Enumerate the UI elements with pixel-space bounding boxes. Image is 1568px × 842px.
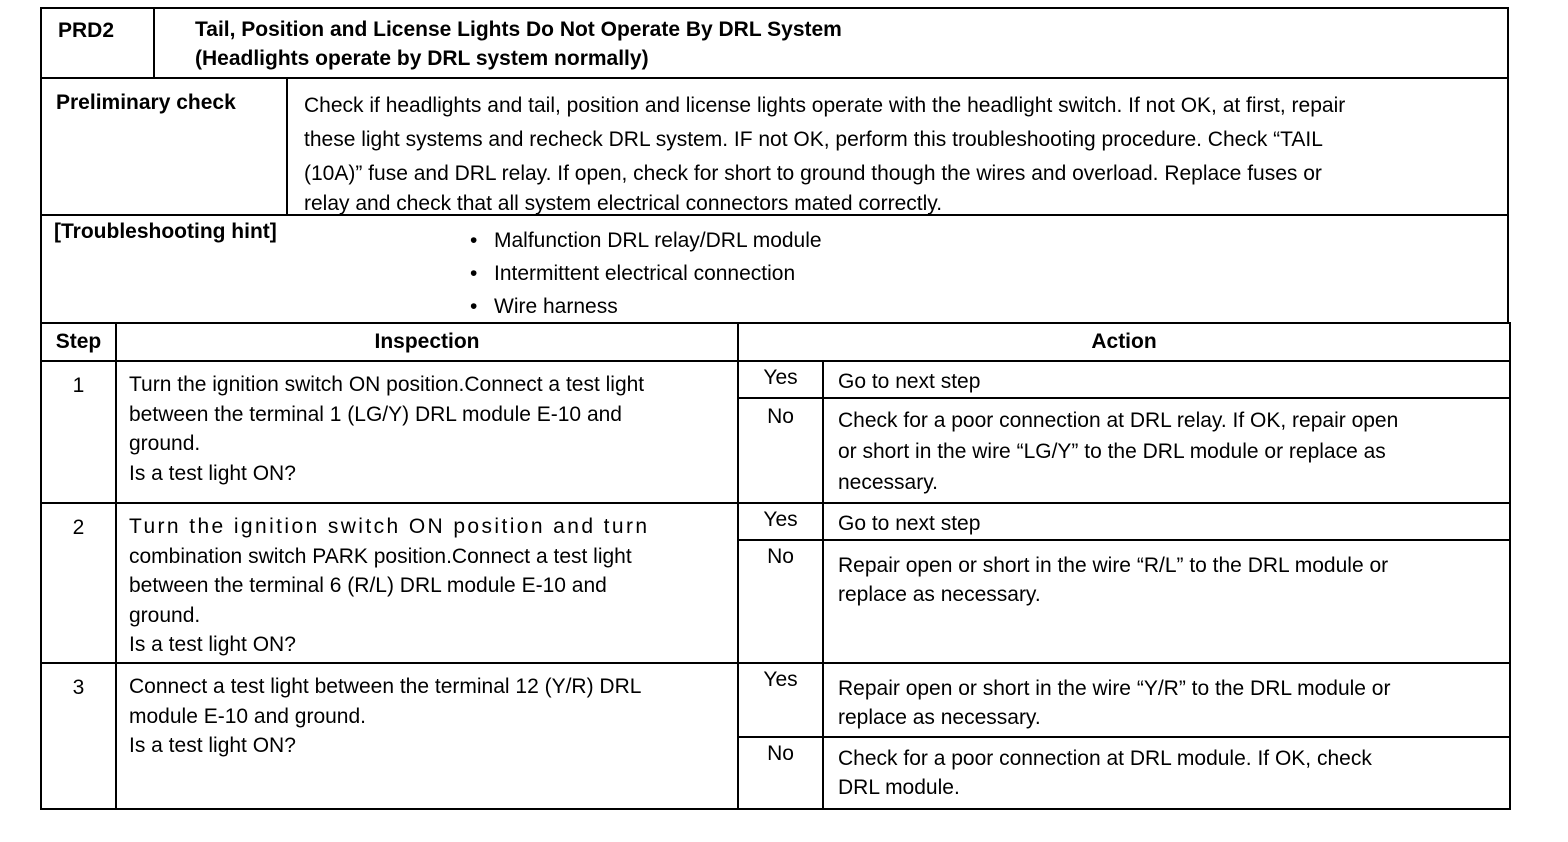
yes-label: Yes <box>738 503 823 540</box>
yes-label: Yes <box>738 663 823 737</box>
bullet-icon: • <box>470 229 478 252</box>
yes-action: Go to next step <box>823 361 1510 398</box>
preliminary-line: Check if headlights and tail, position and license lights operate with the headlight switch. If not OK, at first, repair <box>304 94 1346 117</box>
no-action <box>823 398 1510 503</box>
inspection-line: Turn the ignition switch ON position.Connect a test light <box>129 373 645 396</box>
hint-list <box>470 224 822 323</box>
step-number: 1 <box>41 361 116 503</box>
inspection-cell <box>116 663 738 809</box>
bullet-icon: • <box>470 295 478 318</box>
table-header-row <box>41 323 1510 361</box>
table-row <box>41 503 1510 540</box>
action-line: Check for a poor connection at DRL relay. If OK, repair open <box>838 409 1399 432</box>
preliminary-line: (10A)” fuse and DRL relay. If open, check for short to ground though the wires and overload. Replace fuses or <box>304 162 1322 185</box>
inspection-line: Turn the ignition switch ON position and turn <box>129 515 650 538</box>
title-line-2: (Headlights operate by DRL system normally) <box>195 47 649 70</box>
step-header: Step <box>41 323 116 361</box>
inspection-line: module E-10 and ground. <box>129 704 366 728</box>
action-line: necessary. <box>838 471 938 494</box>
hint-item <box>470 257 822 290</box>
action-line: replace as necessary. <box>838 583 1041 606</box>
action-line: Repair open or short in the wire “R/L” to the DRL module or <box>838 554 1389 577</box>
no-label: No <box>738 737 823 809</box>
no-label: No <box>738 398 823 503</box>
preliminary-line: these light systems and recheck DRL system. IF not OK, perform this troubleshooting procedure. Check “TAIL <box>304 128 1323 151</box>
action-line: Repair open or short in the wire “Y/R” to the DRL module or <box>838 677 1391 700</box>
hint-item <box>470 224 822 257</box>
hint-item-text: Intermittent electrical connection <box>494 262 796 285</box>
preliminary-line: relay and check that all system electrical connectors mated correctly. <box>304 192 943 215</box>
inspection-line: Is a test light ON? <box>129 461 296 485</box>
no-action <box>823 737 1510 809</box>
table-row <box>41 361 1510 398</box>
hint-item-text: Malfunction DRL relay/DRL module <box>494 229 822 252</box>
yes-action <box>823 663 1510 737</box>
steps-table <box>40 322 1511 810</box>
inspection-line: Is a test light ON? <box>129 633 296 656</box>
step-number: 2 <box>41 503 116 663</box>
inspection-cell <box>116 361 738 503</box>
procedure-title <box>155 9 842 77</box>
hint-item-text: Wire harness <box>494 295 618 318</box>
title-line-1: Tail, Position and License Lights Do Not Operate By DRL System <box>195 18 842 41</box>
table-row <box>41 663 1510 737</box>
hint-label: [Troubleshooting hint] <box>54 220 277 243</box>
inspection-line: Is a test light ON? <box>129 734 296 757</box>
preliminary-text <box>288 79 1507 214</box>
inspection-line: between the terminal 6 (R/L) DRL module E-10 and <box>129 574 607 597</box>
yes-label: Yes <box>738 361 823 398</box>
info-box <box>40 7 1509 324</box>
troubleshooting-sheet <box>40 7 1509 810</box>
action-header: Action <box>738 323 1510 361</box>
step-number: 3 <box>41 663 116 809</box>
inspection-header: Inspection <box>116 323 738 361</box>
bullet-icon: • <box>470 262 478 285</box>
yes-action: Go to next step <box>823 503 1510 540</box>
procedure-code: PRD2 <box>42 9 155 77</box>
preliminary-label: Preliminary check <box>42 79 288 214</box>
header-row <box>42 9 1507 79</box>
preliminary-row <box>42 79 1507 216</box>
inspection-line: combination switch PARK position.Connect a test light <box>129 544 632 568</box>
inspection-line: Connect a test light between the terminal 12 (Y/R) DRL <box>129 675 642 698</box>
inspection-line: between the terminal 1 (LG/Y) DRL module E-10 and <box>129 402 622 426</box>
action-line: or short in the wire “LG/Y” to the DRL module or replace as <box>838 440 1386 463</box>
action-line: Check for a poor connection at DRL module. If OK, check <box>838 747 1372 770</box>
hint-row <box>42 216 1507 322</box>
inspection-cell <box>116 503 738 663</box>
hint-item <box>470 290 822 323</box>
action-line: replace as necessary. <box>838 706 1041 729</box>
no-action <box>823 540 1510 663</box>
inspection-line: ground. <box>129 432 201 455</box>
no-label: No <box>738 540 823 663</box>
action-line: DRL module. <box>838 776 960 799</box>
inspection-line: ground. <box>129 603 201 627</box>
